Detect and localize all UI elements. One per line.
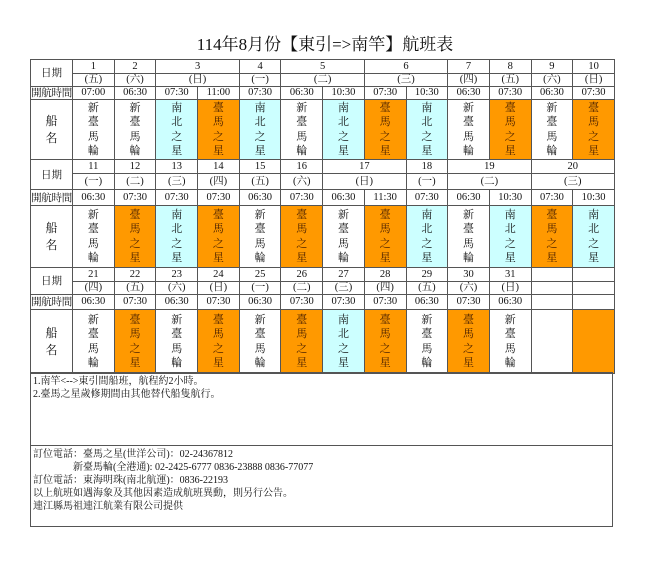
weekday-cell: (二) [114, 174, 156, 190]
departure-time-cell: 06:30 [531, 87, 573, 100]
departure-time-cell: 06:30 [448, 190, 490, 206]
contact-line: 訂位電話：東海明珠(南北航運)：0836-22193 [33, 475, 228, 486]
ship-name: 南北之星 [421, 101, 433, 157]
ship-cell [364, 310, 406, 374]
departure-time-cell: 07:30 [156, 190, 198, 206]
date-cell: 28 [364, 268, 406, 282]
ship-name: 臺馬之星 [588, 101, 600, 157]
departure-time-cell [573, 295, 615, 310]
date-cell: 14 [198, 160, 240, 174]
ship-cell [531, 100, 573, 160]
date-cell: 26 [281, 268, 323, 282]
departure-time-cell: 06:30 [489, 295, 531, 310]
ship-name: 新臺馬輪 [87, 313, 99, 369]
ship-name: 南北之星 [504, 208, 516, 264]
date-cell: 16 [281, 160, 323, 174]
departure-time-cell: 07:30 [573, 87, 615, 100]
ship-cell [239, 310, 281, 374]
ship-name: 新臺馬輪 [463, 208, 475, 264]
weekday-cell: (六) [531, 74, 573, 87]
date-cell: 2 [114, 60, 156, 74]
ship-cell [489, 206, 531, 268]
departure-time-cell: 06:30 [114, 87, 156, 100]
departure-time-cell: 07:30 [156, 87, 198, 100]
weekday-cell: (五) [406, 282, 448, 295]
date-cell: 11 [73, 160, 115, 174]
weekday-cell: (三) [364, 74, 447, 87]
weekday-cell: (六) [448, 282, 490, 295]
date-cell: 8 [489, 60, 531, 74]
ship-name: 新臺馬輪 [87, 208, 99, 264]
ship-name-label [31, 100, 73, 160]
note-line: 1.南竿<-->東引間船班，航程約2小時。 [33, 376, 204, 387]
ship-name: 臺馬之星 [212, 101, 224, 157]
contact-line: 以上航班如遇海象及其他因素造成航班異動，則另行公告。 [33, 488, 293, 499]
ship-name: 臺馬之星 [504, 101, 516, 157]
date-cell: 27 [323, 268, 365, 282]
ship-name: 南北之星 [171, 101, 183, 157]
page-title: 114年8月份【東引=>南竿】航班表 [196, 35, 454, 54]
ship-cell [573, 100, 615, 160]
ship-cell [198, 100, 240, 160]
date-row [31, 160, 615, 174]
date-cell: 24 [198, 268, 240, 282]
departure-time-cell: 07:30 [364, 87, 406, 100]
date-label: 日期 [31, 268, 73, 295]
weekday-cell: (二) [281, 282, 323, 295]
date-cell: 23 [156, 268, 198, 282]
departure-time-row [31, 190, 615, 206]
ship-name: 南北之星 [337, 313, 349, 369]
weekday-cell: (一) [73, 174, 115, 190]
departure-time-cell: 07:30 [406, 190, 448, 206]
ship-name: 臺馬之星 [212, 208, 224, 264]
ship-cell [198, 206, 240, 268]
departure-time-cell: 10:30 [573, 190, 615, 206]
departure-time-label: 開航時間 [31, 87, 72, 99]
date-cell: 6 [364, 60, 447, 74]
date-cell [531, 268, 573, 282]
ship-cell [364, 100, 406, 160]
weekday-row [31, 174, 615, 190]
date-cell: 4 [239, 60, 281, 74]
contacts-box [30, 445, 613, 527]
ship-name: 南北之星 [171, 208, 183, 264]
weekday-cell: (一) [239, 74, 281, 87]
ship-name: 新臺馬輪 [463, 101, 475, 157]
date-cell: 22 [114, 268, 156, 282]
departure-time-cell: 10:30 [323, 87, 365, 100]
ship-row [31, 206, 615, 268]
ship-cell [531, 310, 573, 374]
ship-cell [323, 100, 365, 160]
ship-name: 臺馬之星 [379, 101, 391, 157]
ship-cell [448, 206, 490, 268]
ship-name: 臺馬之星 [129, 208, 141, 264]
ship-name: 臺馬之星 [463, 313, 475, 369]
weekday-cell: (一) [239, 282, 281, 295]
ship-cell [156, 206, 198, 268]
ship-cell [406, 100, 448, 160]
date-cell: 18 [406, 160, 448, 174]
date-cell: 30 [448, 268, 490, 282]
ship-cell [406, 310, 448, 374]
ship-cell [573, 310, 615, 374]
departure-time-cell: 07:30 [281, 295, 323, 310]
ship-cell [573, 206, 615, 268]
ship-cell [73, 310, 115, 374]
departure-time-cell: 10:30 [489, 190, 531, 206]
departure-time-cell: 11:30 [364, 190, 406, 206]
ship-name-label-text: 船名 [45, 325, 58, 357]
weekday-cell: (日) [323, 174, 406, 190]
ship-name: 新臺馬輪 [87, 101, 99, 157]
ship-cell [406, 206, 448, 268]
notes-box [30, 372, 613, 446]
weekday-cell: (日) [573, 74, 615, 87]
ship-cell [198, 310, 240, 374]
weekday-cell: (一) [406, 174, 448, 190]
weekday-cell: (六) [114, 74, 156, 87]
date-cell: 19 [448, 160, 531, 174]
weekday-row [31, 282, 615, 295]
ship-name: 臺馬之星 [296, 313, 308, 369]
departure-time-cell: 07:30 [448, 295, 490, 310]
ship-name: 新臺馬輪 [546, 101, 558, 157]
date-cell: 20 [531, 160, 614, 174]
ship-cell [114, 206, 156, 268]
departure-time-cell: 06:30 [323, 190, 365, 206]
ship-name-label-text: 船名 [45, 220, 58, 252]
weekday-cell: (三) [323, 282, 365, 295]
ship-cell [114, 310, 156, 374]
departure-time-label: 開航時間 [31, 296, 72, 308]
departure-time-label: 開航時間 [31, 191, 72, 204]
departure-time-cell: 07:30 [114, 190, 156, 206]
ship-cell [73, 100, 115, 160]
ship-name: 新臺馬輪 [504, 313, 516, 369]
weekday-cell: (日) [198, 282, 240, 295]
departure-time-cell [531, 295, 573, 310]
date-cell: 10 [573, 60, 615, 74]
ship-row [31, 310, 615, 374]
departure-time-cell: 06:30 [406, 295, 448, 310]
ship-cell [323, 206, 365, 268]
departure-time-cell: 06:30 [239, 190, 281, 206]
ship-name: 南北之星 [421, 208, 433, 264]
weekday-cell [573, 282, 615, 295]
date-cell: 17 [323, 160, 406, 174]
date-label: 日期 [31, 160, 73, 190]
ship-cell [239, 206, 281, 268]
departure-time-row [31, 87, 615, 100]
departure-time-cell: 06:30 [73, 190, 115, 206]
weekday-cell: (日) [489, 282, 531, 295]
departure-time-cell: 06:30 [448, 87, 490, 100]
ship-name-label [31, 206, 73, 268]
ship-cell [156, 100, 198, 160]
ship-cell [73, 206, 115, 268]
ship-cell [323, 310, 365, 374]
ship-cell [489, 100, 531, 160]
date-cell: 5 [281, 60, 364, 74]
date-cell: 13 [156, 160, 198, 174]
date-cell: 29 [406, 268, 448, 282]
ship-cell [281, 100, 323, 160]
ship-cell [364, 206, 406, 268]
ship-row [31, 100, 615, 160]
ship-name: 新臺馬輪 [296, 101, 308, 157]
ship-cell [531, 206, 573, 268]
ship-name: 南北之星 [254, 101, 266, 157]
departure-time-cell: 06:30 [239, 295, 281, 310]
ship-name-label [31, 310, 73, 374]
weekday-cell: (三) [531, 174, 614, 190]
weekday-cell: (五) [239, 174, 281, 190]
date-cell: 1 [73, 60, 115, 74]
departure-time-cell: 07:30 [531, 190, 573, 206]
ship-cell [239, 100, 281, 160]
date-cell: 3 [156, 60, 239, 74]
ship-name-label-text: 船名 [45, 113, 58, 145]
departure-time-cell: 10:30 [406, 87, 448, 100]
departure-time-cell: 07:30 [114, 295, 156, 310]
date-cell: 25 [239, 268, 281, 282]
weekday-cell [531, 282, 573, 295]
weekday-cell: (四) [364, 282, 406, 295]
date-cell: 15 [239, 160, 281, 174]
schedule-table [30, 59, 615, 374]
ship-cell [448, 100, 490, 160]
departure-time-cell: 11:00 [198, 87, 240, 100]
weekday-cell: (二) [448, 174, 531, 190]
weekday-cell: (六) [156, 282, 198, 295]
departure-time-cell: 07:30 [239, 87, 281, 100]
weekday-cell: (日) [156, 74, 239, 87]
date-cell: 31 [489, 268, 531, 282]
ship-name: 新臺馬輪 [421, 313, 433, 369]
departure-time-cell: 07:30 [323, 295, 365, 310]
ship-name: 臺馬之星 [129, 313, 141, 369]
departure-time-cell: 06:30 [73, 295, 115, 310]
ship-name: 臺馬之星 [212, 313, 224, 369]
ship-name: 新臺馬輪 [254, 313, 266, 369]
departure-time-cell: 06:30 [156, 295, 198, 310]
ship-cell [489, 310, 531, 374]
weekday-row [31, 74, 615, 87]
departure-time-cell: 07:30 [198, 190, 240, 206]
ship-name: 新臺馬輪 [254, 208, 266, 264]
ship-name: 南北之星 [337, 101, 349, 157]
departure-time-cell: 07:30 [281, 190, 323, 206]
weekday-cell: (六) [281, 174, 323, 190]
ship-cell [448, 310, 490, 374]
ship-name: 臺馬之星 [546, 208, 558, 264]
note-line: 2.臺馬之星歲修期間由其他替代船隻航行。 [33, 389, 221, 400]
departure-time-cell: 07:30 [198, 295, 240, 310]
departure-time-cell: 07:00 [73, 87, 115, 100]
date-cell: 12 [114, 160, 156, 174]
weekday-cell: (四) [198, 174, 240, 190]
date-row [31, 60, 615, 74]
date-cell: 9 [531, 60, 573, 74]
weekday-cell: (二) [281, 74, 364, 87]
ship-name: 臺馬之星 [296, 208, 308, 264]
departure-time-row [31, 295, 615, 310]
date-cell: 21 [73, 268, 115, 282]
ship-cell [156, 310, 198, 374]
departure-time-cell: 07:30 [364, 295, 406, 310]
date-cell [573, 268, 615, 282]
ship-cell [281, 206, 323, 268]
ship-name: 新臺馬輪 [171, 313, 183, 369]
contact-line: 訂位電話：臺馬之星(世洋公司)：02-24367812 [33, 449, 233, 460]
date-cell: 7 [448, 60, 490, 74]
departure-time-cell: 06:30 [281, 87, 323, 100]
weekday-cell: (五) [73, 74, 115, 87]
weekday-cell: (三) [156, 174, 198, 190]
ship-name: 新臺馬輪 [129, 101, 141, 157]
contact-line: 新臺馬輪(全港通): 02-2425-6777 0836-23888 0836-77077 [73, 462, 314, 473]
departure-time-cell: 07:30 [489, 87, 531, 100]
date-row [31, 268, 615, 282]
weekday-cell: (四) [448, 74, 490, 87]
ship-cell [114, 100, 156, 160]
date-label: 日期 [31, 60, 73, 87]
contact-line: 連江縣馬祖連江航業有限公司提供 [33, 501, 183, 512]
ship-name: 南北之星 [588, 208, 600, 264]
weekday-cell: (五) [114, 282, 156, 295]
ship-name: 臺馬之星 [379, 208, 391, 264]
ship-name: 臺馬之星 [379, 313, 391, 369]
ship-cell [281, 310, 323, 374]
ship-name: 新臺馬輪 [337, 208, 349, 264]
weekday-cell: (四) [73, 282, 115, 295]
weekday-cell: (五) [489, 74, 531, 87]
